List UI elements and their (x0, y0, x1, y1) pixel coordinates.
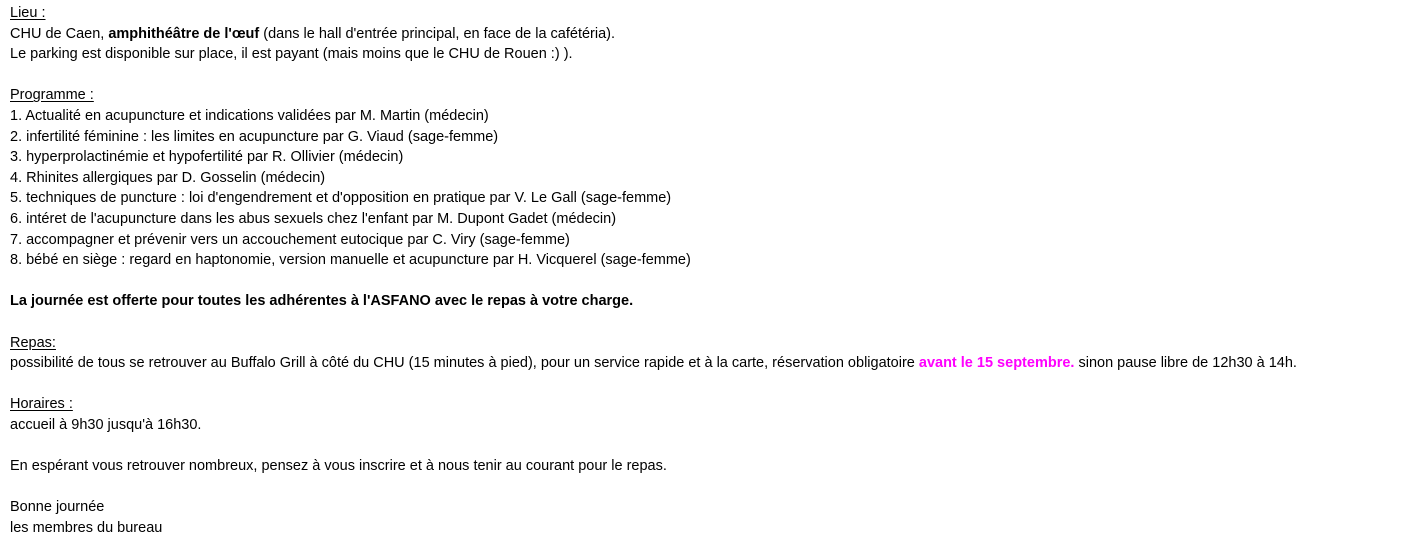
lieu-line-2: Le parking est disponible sur place, il est payant (mais moins que le CHU de Rouen :) ). (10, 46, 573, 63)
repas-heading-line (10, 333, 1394, 354)
repas-deadline-highlight: avant le 15 septembre. (918, 355, 1075, 372)
offer-statement: La journée est offerte pour toutes les adhérentes à l'ASFANO avec le repas à votre charge. (10, 293, 634, 310)
signoff-line-1: Bonne journée (10, 499, 105, 516)
lieu-venue-name: amphithéâtre de l'œuf (108, 25, 260, 42)
programme-item-2: 2. infertilité féminine : les limites en acupuncture par G. Viaud (sage-femme) (10, 128, 499, 145)
programme-heading: Programme : (10, 87, 94, 104)
horaires-text: accueil à 9h30 jusqu'à 16h30. (10, 416, 202, 433)
programme-item-5: 5. techniques de puncture : loi d'engendrement et d'opposition en pratique par V. Le Gall (sage-femme) (10, 190, 672, 207)
spacer (10, 477, 1394, 498)
programme-item-6: 6. intéret de l'acupuncture dans les abus sexuels chez l'enfant par M. Dupont Gadet (médecin) (10, 210, 617, 227)
lieu-heading-line (10, 3, 1394, 24)
programme-item-4: 4. Rhinites allergiques par D. Gosselin (médecin) (10, 169, 326, 186)
lieu-line1-prefix: CHU de Caen, (10, 25, 109, 42)
repas-heading: Repas: (10, 334, 56, 351)
spacer (10, 312, 1394, 333)
lieu-heading: Lieu : (10, 5, 46, 21)
spacer (10, 65, 1394, 86)
programme-item-3: 3. hyperprolactinémie et hypofertilité par R. Ollivier (médecin) (10, 149, 404, 166)
lieu-line1-suffix: (dans le hall d'entrée principal, en face de la cafétéria). (259, 25, 616, 42)
horaires-heading: Horaires : (10, 396, 73, 413)
programme-item-7: 7. accompagner et prévenir vers un accouchement eutocique par C. Viry (sage-femme) (10, 231, 570, 248)
repas-text-suffix: sinon pause libre de 12h30 à 14h. (1074, 355, 1297, 372)
spacer (10, 435, 1394, 456)
repas-text-line (10, 353, 1394, 374)
programme-item-8: 8. bébé en siège : regard en haptonomie, version manuelle et acupuncture par H. Vicquerel (sage-femme) (10, 252, 691, 269)
signoff-line-2: les membres du bureau (10, 519, 163, 536)
programme-item-1: 1. Actualité en acupuncture et indications validées par M. Martin (médecin) (10, 107, 489, 124)
spacer (10, 374, 1394, 395)
spacer (10, 271, 1394, 292)
closing-text: En espérant vous retrouver nombreux, pensez à vous inscrire et à nous tenir au courant pour le repas. (10, 458, 667, 475)
lieu-line-1 (10, 24, 1394, 45)
programme-heading-line (10, 85, 1394, 106)
horaires-heading-line (10, 394, 1394, 415)
repas-text-prefix: possibilité de tous se retrouver au Buffalo Grill à côté du CHU (15 minutes à pied), pour un service rapide et à la carte, réservation obligatoire (10, 355, 919, 372)
